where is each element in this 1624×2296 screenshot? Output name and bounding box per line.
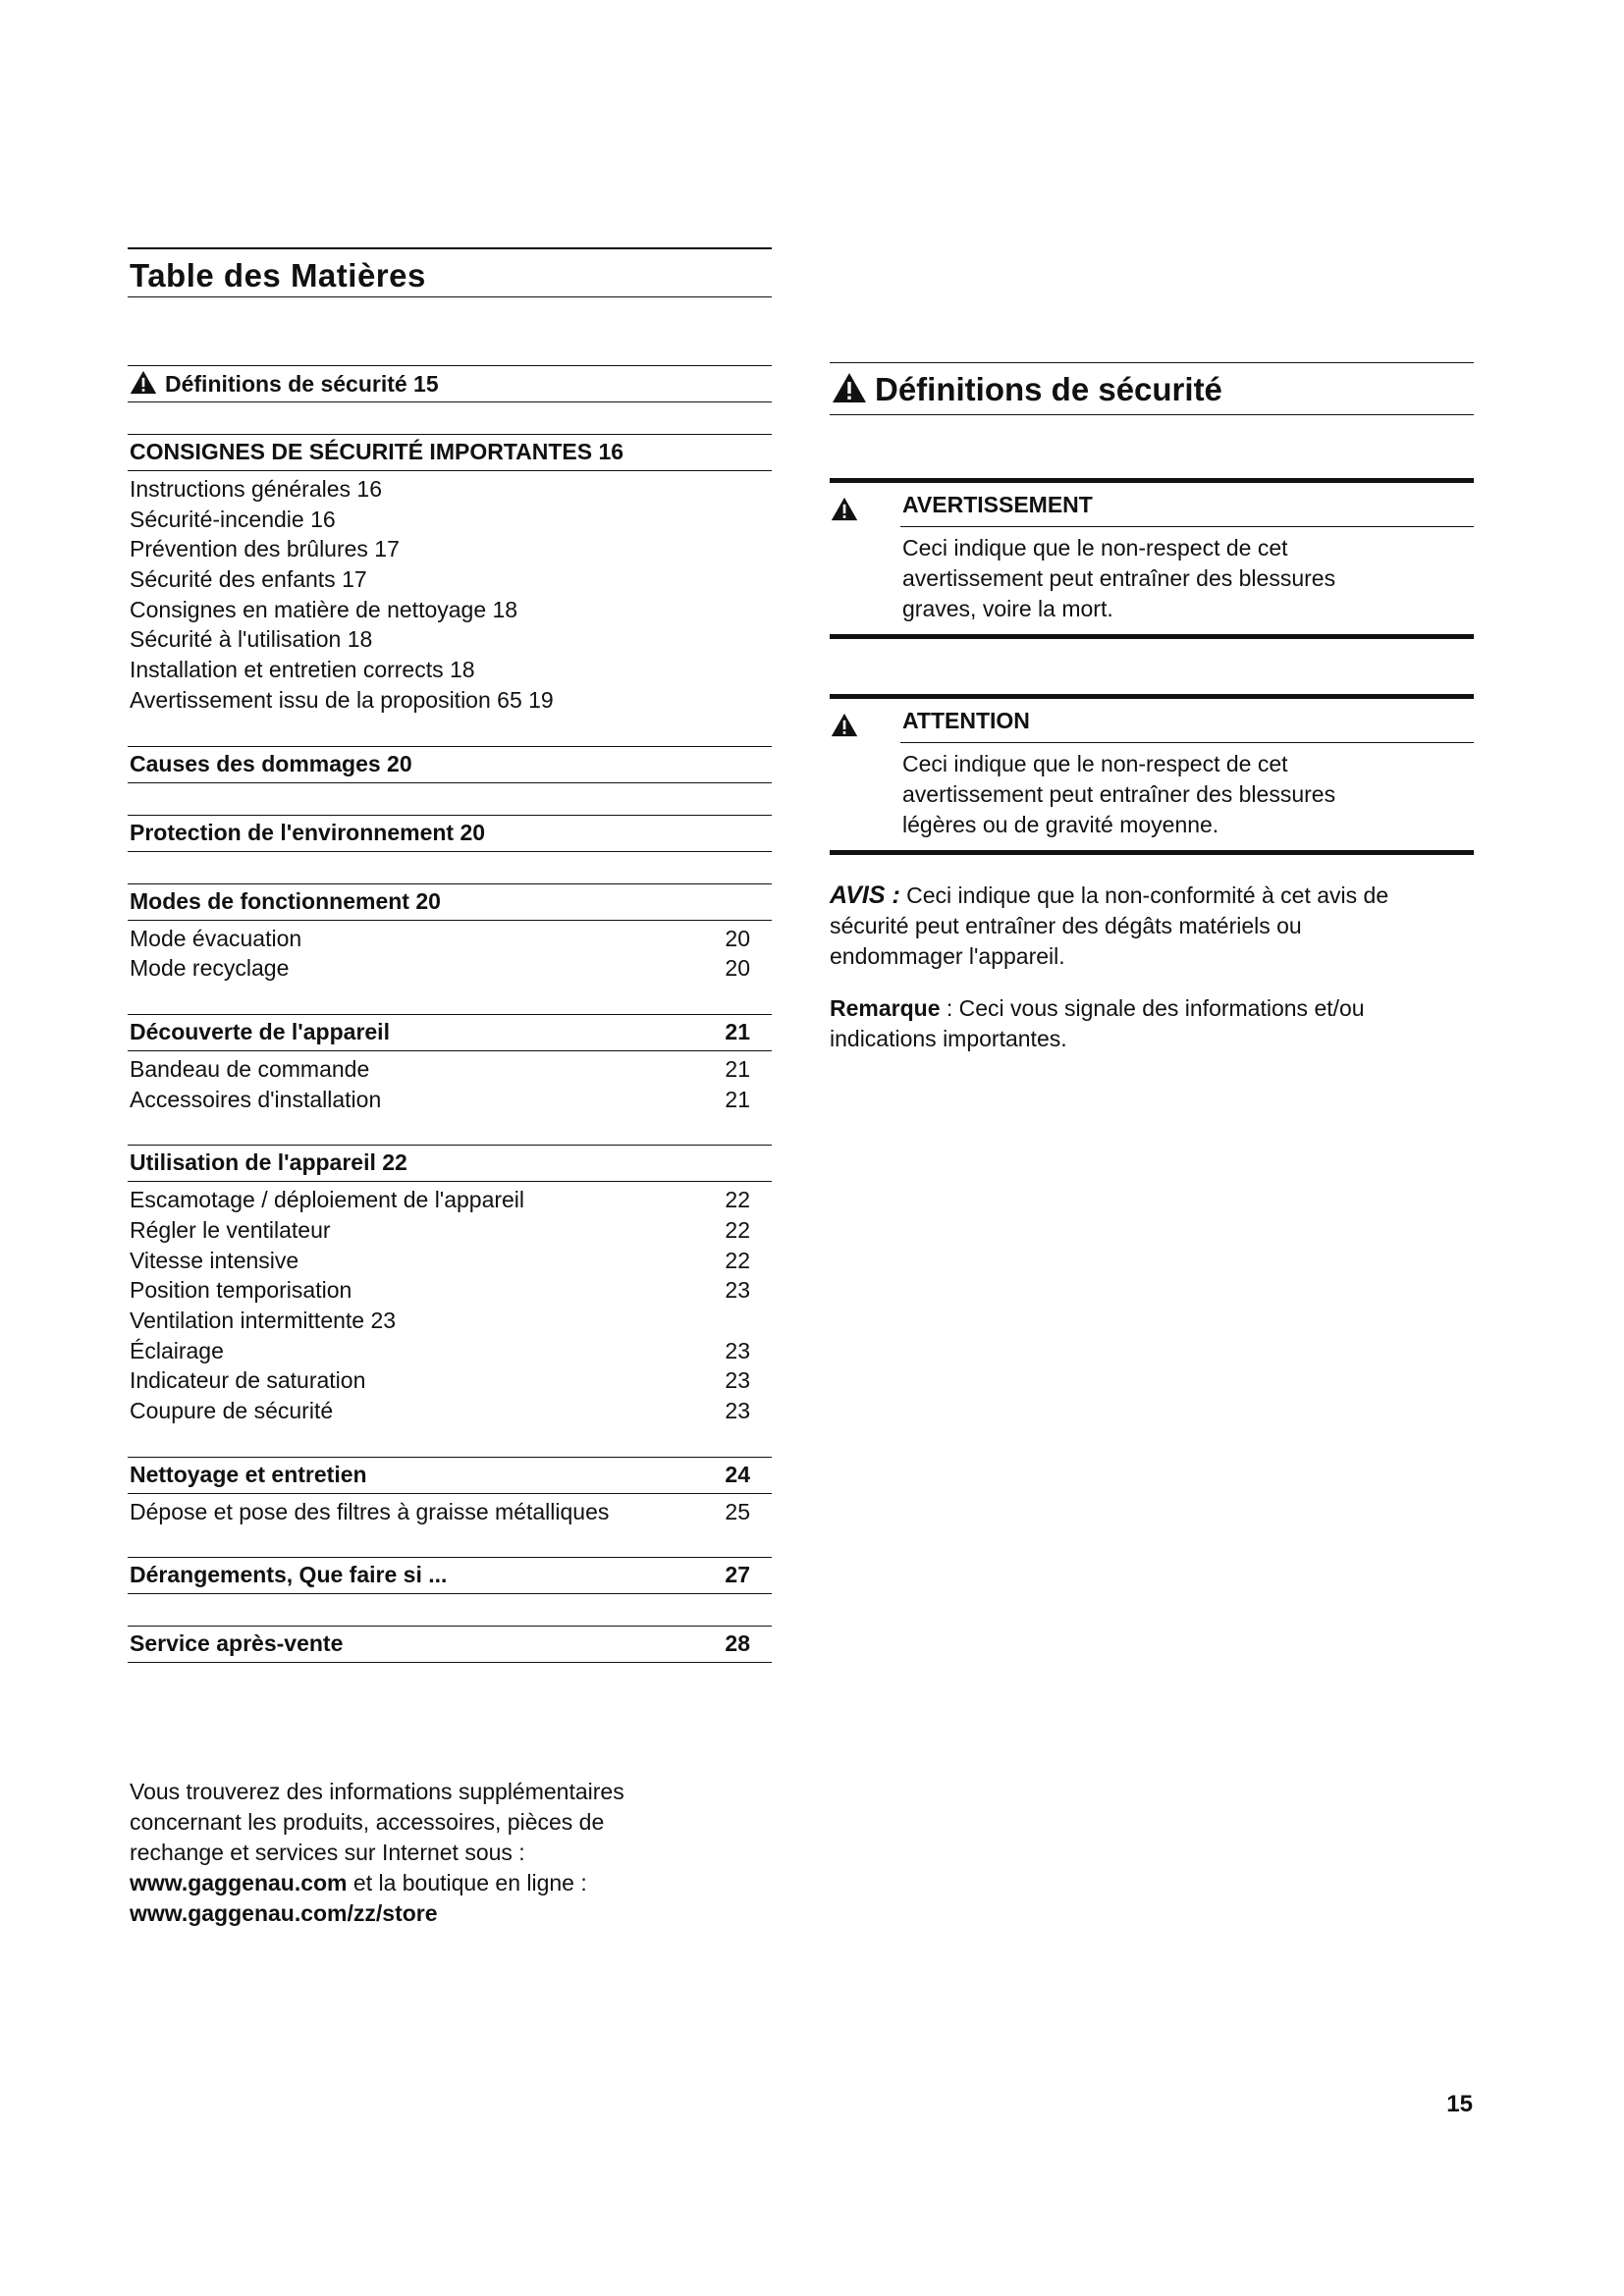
toc-entry-text: Instructions générales 16	[130, 476, 382, 502]
toc-entry-text: Accessoires d'installation	[130, 1086, 382, 1112]
toc-section	[128, 815, 772, 852]
toc-entry[interactable]	[128, 1364, 772, 1395]
toc-entry[interactable]	[128, 1305, 772, 1335]
toc-entry-text: Sécurité des enfants 17	[130, 566, 367, 593]
toc-entry-text: Indicateur de saturation	[130, 1367, 366, 1394]
toc-section	[128, 365, 772, 402]
toc-entry[interactable]	[128, 1084, 772, 1114]
toc-page-number: 23	[725, 1367, 750, 1394]
toc-page-number: 21	[725, 1055, 750, 1082]
toc-entry-text: Sécurité à l'utilisation 18	[130, 626, 373, 653]
toc-entry[interactable]	[128, 1184, 772, 1214]
toc-page-number: 21	[725, 1018, 750, 1044]
toc-entry-text: Ventilation intermittente 23	[130, 1308, 397, 1333]
toc-page-number: 20	[725, 925, 750, 951]
warning-notice	[830, 478, 1474, 639]
toc-entry-text: Consignes en matière de nettoyage 18	[130, 596, 518, 622]
page-number: 15	[1446, 2091, 1473, 2117]
toc-entry-text: Escamotage / déploiement de l'appareil	[130, 1187, 525, 1213]
toc-entry[interactable]	[128, 563, 772, 594]
toc-page-number: 22	[725, 1187, 750, 1213]
toc-page-number: 25	[725, 1498, 750, 1524]
extra-info-line: concernant les produits, accessoires, pièces de	[130, 1809, 605, 1835]
toc-section-title: Nettoyage et entretien	[130, 1461, 367, 1487]
toc-section	[128, 1457, 772, 1526]
definitions-header	[830, 362, 1474, 415]
toc-entry[interactable]	[128, 533, 772, 563]
toc-section-heading[interactable]	[128, 1457, 772, 1494]
toc-entry-text: Prévention des brûlures 17	[130, 536, 400, 562]
toc-entry[interactable]	[128, 1214, 772, 1245]
toc-section	[128, 1145, 772, 1425]
toc-section-title: Causes des dommages 20	[130, 750, 412, 776]
toc-section-heading[interactable]	[128, 1014, 772, 1051]
toc-entry[interactable]	[128, 594, 772, 624]
toc-section-title: Dérangements, Que faire si ...	[130, 1562, 448, 1588]
toc-entry[interactable]	[128, 623, 772, 654]
toc-entry[interactable]	[128, 1395, 772, 1425]
toc-section-title: Utilisation de l'appareil 22	[130, 1149, 407, 1176]
toc-entry[interactable]	[128, 684, 772, 715]
toc-entry[interactable]	[128, 1245, 772, 1275]
toc-entry-text: Sécurité-incendie 16	[130, 506, 336, 532]
toc-entry[interactable]	[128, 1335, 772, 1365]
toc-entry-text: Dépose et pose des filtres à graisse métalliques	[130, 1498, 610, 1524]
toc-entry-text: Avertissement issu de la proposition 65 19	[130, 686, 554, 713]
toc-entry[interactable]	[128, 504, 772, 534]
toc-section-heading[interactable]	[128, 815, 772, 852]
toc-entry-text: Coupure de sécurité	[130, 1398, 334, 1424]
toc-section-title: Protection de l'environnement 20	[130, 819, 486, 845]
extra-info	[130, 1777, 758, 1929]
toc-page-number: 24	[725, 1461, 750, 1487]
caution-text: Ceci indique que le non-respect de cet avertissement peut entraîner des blessures légères ou de gravité moyenne.	[902, 751, 1336, 837]
toc-entry[interactable]	[128, 952, 772, 983]
toc-entry[interactable]	[128, 923, 772, 953]
toc-section	[128, 434, 772, 715]
warning-triangle-icon	[831, 497, 858, 521]
toc-section-heading[interactable]	[128, 365, 772, 402]
warning-triangle-icon	[832, 372, 867, 403]
notice-head	[900, 699, 1474, 743]
toc-section-heading[interactable]	[128, 883, 772, 921]
toc-section-title: Service après-vente	[130, 1630, 344, 1657]
warning-triangle-icon	[130, 370, 157, 395]
toc-entry-text: Mode recyclage	[130, 955, 290, 982]
toc-entry[interactable]	[128, 473, 772, 504]
remarque-label: Remarque	[830, 995, 941, 1021]
toc-entry-text: Position temporisation	[130, 1277, 352, 1304]
toc-section-heading[interactable]	[128, 434, 772, 471]
toc-section-heading[interactable]	[128, 1626, 772, 1663]
toc-list	[128, 365, 772, 1694]
toc-section-title: Définitions de sécurité 15	[130, 370, 439, 398]
notice-head	[900, 483, 1474, 527]
gaggenau-link[interactable]: www.gaggenau.com	[130, 1870, 348, 1896]
toc-section-title: Découverte de l'appareil	[130, 1018, 390, 1044]
toc-page-number: 21	[725, 1086, 750, 1112]
toc-entry-text: Régler le ventilateur	[130, 1216, 331, 1243]
toc-section-heading[interactable]	[128, 1145, 772, 1182]
caution-notice	[830, 694, 1474, 855]
toc-section-heading[interactable]	[128, 1557, 772, 1594]
caution-label: ATTENTION	[902, 708, 1030, 733]
toc-entry[interactable]	[128, 1274, 772, 1305]
toc-section	[128, 746, 772, 783]
toc-page-number: 23	[725, 1398, 750, 1424]
extra-info-line	[130, 1898, 758, 1929]
remarque-paragraph: Remarque : Ceci vous signale des informations et/ou indications importantes.	[830, 995, 1365, 1051]
warning-text: Ceci indique que le non-respect de cet avertissement peut entraîner des blessures graves, voire la mort.	[902, 535, 1336, 621]
avis-label: AVIS :	[830, 881, 900, 909]
toc-section-heading[interactable]	[128, 746, 772, 783]
toc-entry-text: Éclairage	[130, 1337, 224, 1363]
toc-entry[interactable]	[128, 1496, 772, 1526]
toc-section-title: Modes de fonctionnement 20	[130, 887, 441, 914]
toc-page-number: 22	[725, 1216, 750, 1243]
toc-section	[128, 883, 772, 983]
toc-section	[128, 1626, 772, 1663]
toc-entry[interactable]	[128, 1053, 772, 1084]
toc-page-number: 20	[725, 955, 750, 982]
toc-entry[interactable]	[128, 654, 772, 684]
gaggenau-store-link[interactable]: www.gaggenau.com/zz/store	[130, 1900, 438, 1926]
toc-section	[128, 1557, 772, 1594]
avis-paragraph: AVIS : Ceci indique que la non-conformité à cet avis de sécurité peut entraîner des dégâts matériels ou endommager l'appareil.	[830, 881, 1389, 969]
toc-entry-text: Vitesse intensive	[130, 1247, 299, 1273]
definitions-title: Définitions de sécurité	[832, 371, 1222, 408]
toc-page-number: 28	[725, 1630, 750, 1657]
extra-info-line: www.gaggenau.com et la boutique en ligne :	[130, 1870, 587, 1896]
toc-page-number: 23	[725, 1277, 750, 1304]
toc-entry-text: Installation et entretien corrects 18	[130, 657, 475, 683]
extra-info-line: rechange et services sur Internet sous :	[130, 1840, 525, 1865]
toc-section-title: CONSIGNES DE SÉCURITÉ IMPORTANTES 16	[130, 439, 624, 464]
toc-page-number: 23	[725, 1337, 750, 1363]
extra-info-line: Vous trouverez des informations supplémentaires	[130, 1779, 624, 1804]
toc-title: Table des Matières	[130, 257, 426, 294]
toc-entry-text: Bandeau de commande	[130, 1055, 370, 1082]
toc-page-number: 22	[725, 1247, 750, 1273]
toc-header	[128, 247, 772, 297]
warning-label: AVERTISSEMENT	[902, 492, 1093, 517]
warning-triangle-icon	[831, 713, 858, 737]
toc-section	[128, 1014, 772, 1113]
toc-entry-text: Mode évacuation	[130, 925, 302, 951]
toc-page-number: 27	[725, 1562, 750, 1588]
